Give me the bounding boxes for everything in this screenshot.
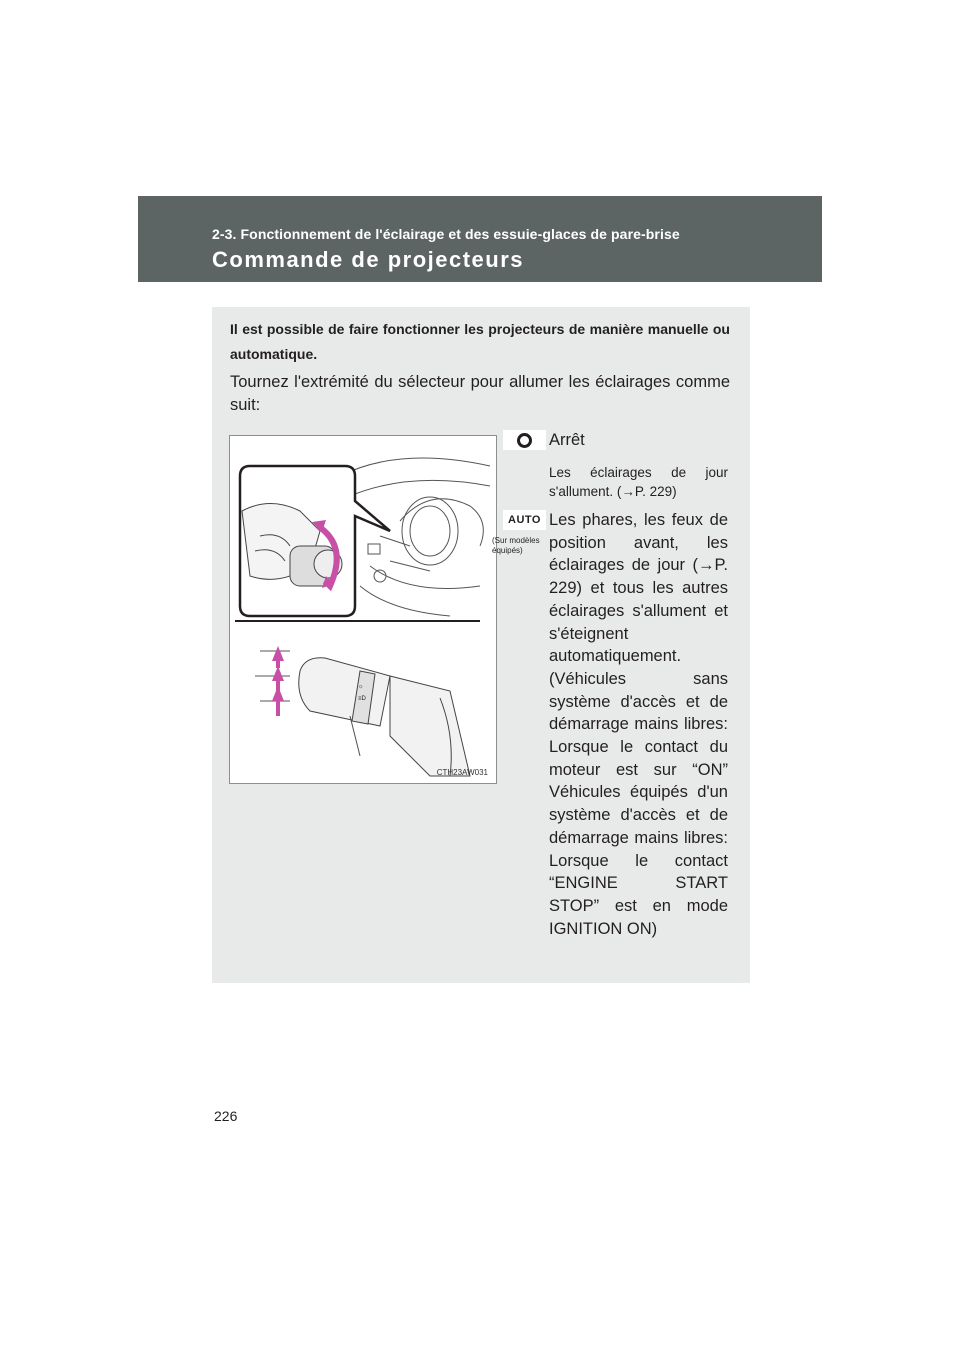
intro-text: Il est possible de faire fonctionner les projecteurs de manière manuelle ou automatique.: [230, 321, 730, 362]
off-mode-title: Arrêt: [549, 431, 585, 449]
auto-mode-description: Les phares, les feux de position avant, les éclairages de jour (→P. 229) et tous les autres éclairages s'allument et s'éteignent automatiquement. (Véhicules sans système d'accès et de démarrage mains libres: Lorsque le contact du moteur est sur “ON” Véhicules équipés d'un système d'accès et de démarrage mains libres: Lorsque le contact “ENGINE START STOP” est en mode IGNITION ON): [549, 511, 728, 938]
off-ring-icon: [517, 433, 532, 448]
headlight-switch-illustration: [229, 435, 497, 784]
lead-text: Tournez l'extrémité du sélecteur pour allumer les éclairages comme suit:: [230, 373, 730, 414]
off-symbol: [503, 430, 546, 450]
illustration-drawing: [230, 436, 496, 783]
auto-symbol: AUTO: [503, 510, 546, 530]
svg-text:☼: ☼: [358, 684, 364, 690]
figure-code: CTH23AW031: [436, 768, 488, 777]
svg-text:≡D: ≡D: [358, 696, 366, 702]
section-label: 2-3. Fonctionnement de l'éclairage et des essuie-glaces de pare-brise: [212, 226, 680, 242]
page-title: Commande de projecteurs: [212, 247, 525, 272]
content-panel: [212, 307, 750, 983]
off-mode-description: Les éclairages de jour s'allument. (→P. 229): [549, 465, 728, 499]
page-number: 226: [214, 1108, 238, 1124]
chapter-header: [138, 196, 822, 282]
auto-equipped-note: (Sur modèles équipés): [492, 536, 540, 555]
